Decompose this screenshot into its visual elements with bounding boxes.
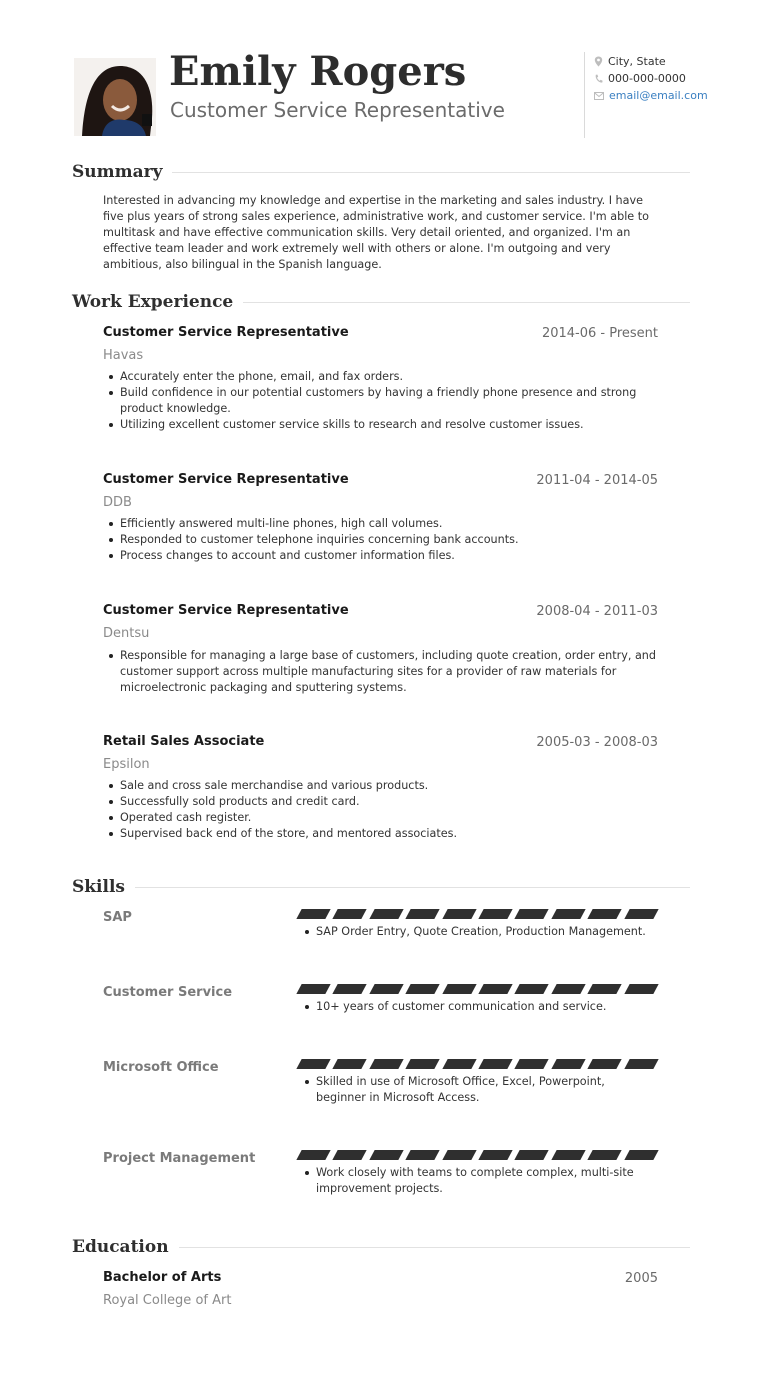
job-dates: 2014-06 - Present [541, 326, 658, 341]
skill-bullet: 10+ years of customer communication and service. [299, 999, 649, 1015]
education-school: Royal College of Art [103, 1293, 232, 1308]
section-rule [179, 1247, 690, 1248]
work-heading: Work Experience [72, 292, 234, 312]
skill-level-segment [406, 984, 441, 994]
job-bullet: Operated cash register. [103, 810, 659, 826]
job-bullets [103, 648, 659, 696]
skill-level-segment [624, 1150, 659, 1160]
section-rule [172, 172, 690, 173]
skill-level-bar [296, 1059, 656, 1071]
skill-bullets [299, 1074, 649, 1106]
skills-section-header [72, 875, 690, 899]
skill-level-segment [369, 909, 404, 919]
skill-level-bar [296, 1150, 656, 1162]
skill-level-segment [515, 909, 550, 919]
header-divider [584, 52, 585, 138]
skill-level-segment [551, 1150, 586, 1160]
contact-email[interactable] [594, 89, 708, 102]
education-heading: Education [72, 1237, 169, 1257]
job-bullet: Sale and cross sale merchandise and various products. [103, 778, 659, 794]
skill-level-segment [515, 1150, 550, 1160]
skill-level-segment [442, 1150, 477, 1160]
job-bullet: Responded to customer telephone inquiries concerning bank accounts. [103, 532, 659, 548]
candidate-name: Emily Rogers [169, 48, 467, 95]
skill-name: SAP [103, 910, 132, 925]
skill-level-segment [369, 1150, 404, 1160]
profile-photo [74, 58, 156, 136]
skill-level-segment [478, 984, 513, 994]
section-rule [135, 887, 690, 888]
job-bullet: Supervised back end of the store, and mentored associates. [103, 826, 659, 842]
job-bullet: Process changes to account and customer information files. [103, 548, 659, 564]
job-title: Customer Service Representative [103, 325, 349, 340]
skill-level-segment [442, 984, 477, 994]
skill-level-segment [624, 909, 659, 919]
section-rule [243, 302, 690, 303]
job-title: Customer Service Representative [103, 603, 349, 618]
phone-icon [594, 74, 603, 84]
skill-level-segment [515, 1059, 550, 1069]
education-section-header [72, 1235, 690, 1259]
skill-level-segment [588, 909, 623, 919]
skill-bullet: SAP Order Entry, Quote Creation, Production Management. [299, 924, 649, 940]
skill-level-segment [478, 1059, 513, 1069]
skill-level-segment [588, 1150, 623, 1160]
job-dates: 2011-04 - 2014-05 [536, 473, 658, 488]
skill-bullet: Work closely with teams to complete complex, multi-site improvement projects. [299, 1165, 649, 1197]
skill-level-segment [296, 984, 331, 994]
skills-heading: Skills [72, 877, 126, 897]
contact-phone [594, 72, 686, 85]
candidate-title: Customer Service Representative [170, 98, 505, 122]
skill-level-segment [478, 909, 513, 919]
skill-bullets [299, 999, 649, 1015]
skill-level-segment [369, 1059, 404, 1069]
contact-location [594, 55, 666, 68]
skill-name: Microsoft Office [103, 1060, 219, 1075]
job-dates: 2005-03 - 2008-03 [536, 735, 658, 750]
skill-level-segment [406, 1059, 441, 1069]
skill-level-segment [551, 984, 586, 994]
skill-bullets [299, 924, 649, 940]
job-bullet: Build confidence in our potential customers by having a friendly phone presence and strong product knowledge. [103, 385, 659, 417]
skill-level-segment [296, 1059, 331, 1069]
skill-level-segment [442, 1059, 477, 1069]
skill-bullet: Skilled in use of Microsoft Office, Excel, Powerpoint, beginner in Microsoft Access. [299, 1074, 649, 1106]
summary-heading: Summary [72, 162, 163, 182]
job-dates: 2008-04 - 2011-03 [536, 604, 658, 619]
summary-text: Interested in advancing my knowledge and expertise in the marketing and sales industry. I have five plus years of strong sales experience, administrative work, and customer service. I'm able to multitask and have effective communication skills. Very detail oriented, and organized. I'm an effective team leader and work extremely well with others or alone. I'm outgoing and very ambitious, also bilingual in the Spanish language. [103, 194, 649, 271]
skill-level-segment [296, 1150, 331, 1160]
email-link[interactable]: email@email.com [609, 89, 708, 102]
job-title: Customer Service Representative [103, 472, 349, 487]
skill-level-segment [551, 1059, 586, 1069]
job-bullet: Utilizing excellent customer service skills to research and resolve customer issues. [103, 417, 659, 433]
education-year: 2005 [624, 1271, 658, 1286]
job-bullet: Efficiently answered multi-line phones, high call volumes. [103, 516, 659, 532]
skill-level-segment [478, 1150, 513, 1160]
skill-level-segment [515, 984, 550, 994]
job-title: Retail Sales Associate [103, 734, 265, 749]
skill-level-segment [296, 909, 331, 919]
skill-level-segment [624, 1059, 659, 1069]
skill-level-segment [369, 984, 404, 994]
skill-level-segment [442, 909, 477, 919]
skill-level-segment [333, 1059, 368, 1069]
job-bullet: Successfully sold products and credit card. [103, 794, 659, 810]
skill-level-bar [296, 984, 656, 996]
envelope-icon [594, 92, 604, 100]
phone-text: 000-000-0000 [608, 72, 686, 85]
skill-level-segment [406, 1150, 441, 1160]
skill-level-segment [551, 909, 586, 919]
skill-bullets [299, 1165, 649, 1197]
skill-level-segment [333, 909, 368, 919]
location-pin-icon [594, 56, 603, 67]
job-bullets [103, 369, 659, 433]
skill-name: Project Management [103, 1151, 256, 1166]
job-company: Havas [103, 348, 144, 363]
summary-section-header [72, 160, 690, 184]
job-company: Epsilon [103, 757, 150, 772]
job-bullet: Responsible for managing a large base of customers, including quote creation, order entry, and customer support across multiple manufacturing sites for a provider of raw materials for microelectronic packaging and sputtering systems. [103, 648, 659, 696]
skill-level-segment [333, 1150, 368, 1160]
job-bullets [103, 516, 659, 564]
job-company: Dentsu [103, 626, 150, 641]
skill-level-segment [588, 984, 623, 994]
skill-level-bar [296, 909, 656, 921]
work-section-header [72, 290, 690, 314]
job-bullets [103, 778, 659, 842]
skill-level-segment [333, 984, 368, 994]
skill-level-segment [406, 909, 441, 919]
skill-level-segment [624, 984, 659, 994]
job-company: DDB [103, 495, 132, 510]
skill-level-segment [588, 1059, 623, 1069]
education-degree: Bachelor of Arts [103, 1270, 222, 1285]
location-text: City, State [608, 55, 666, 68]
skill-name: Customer Service [103, 985, 233, 1000]
job-bullet: Accurately enter the phone, email, and fax orders. [103, 369, 659, 385]
